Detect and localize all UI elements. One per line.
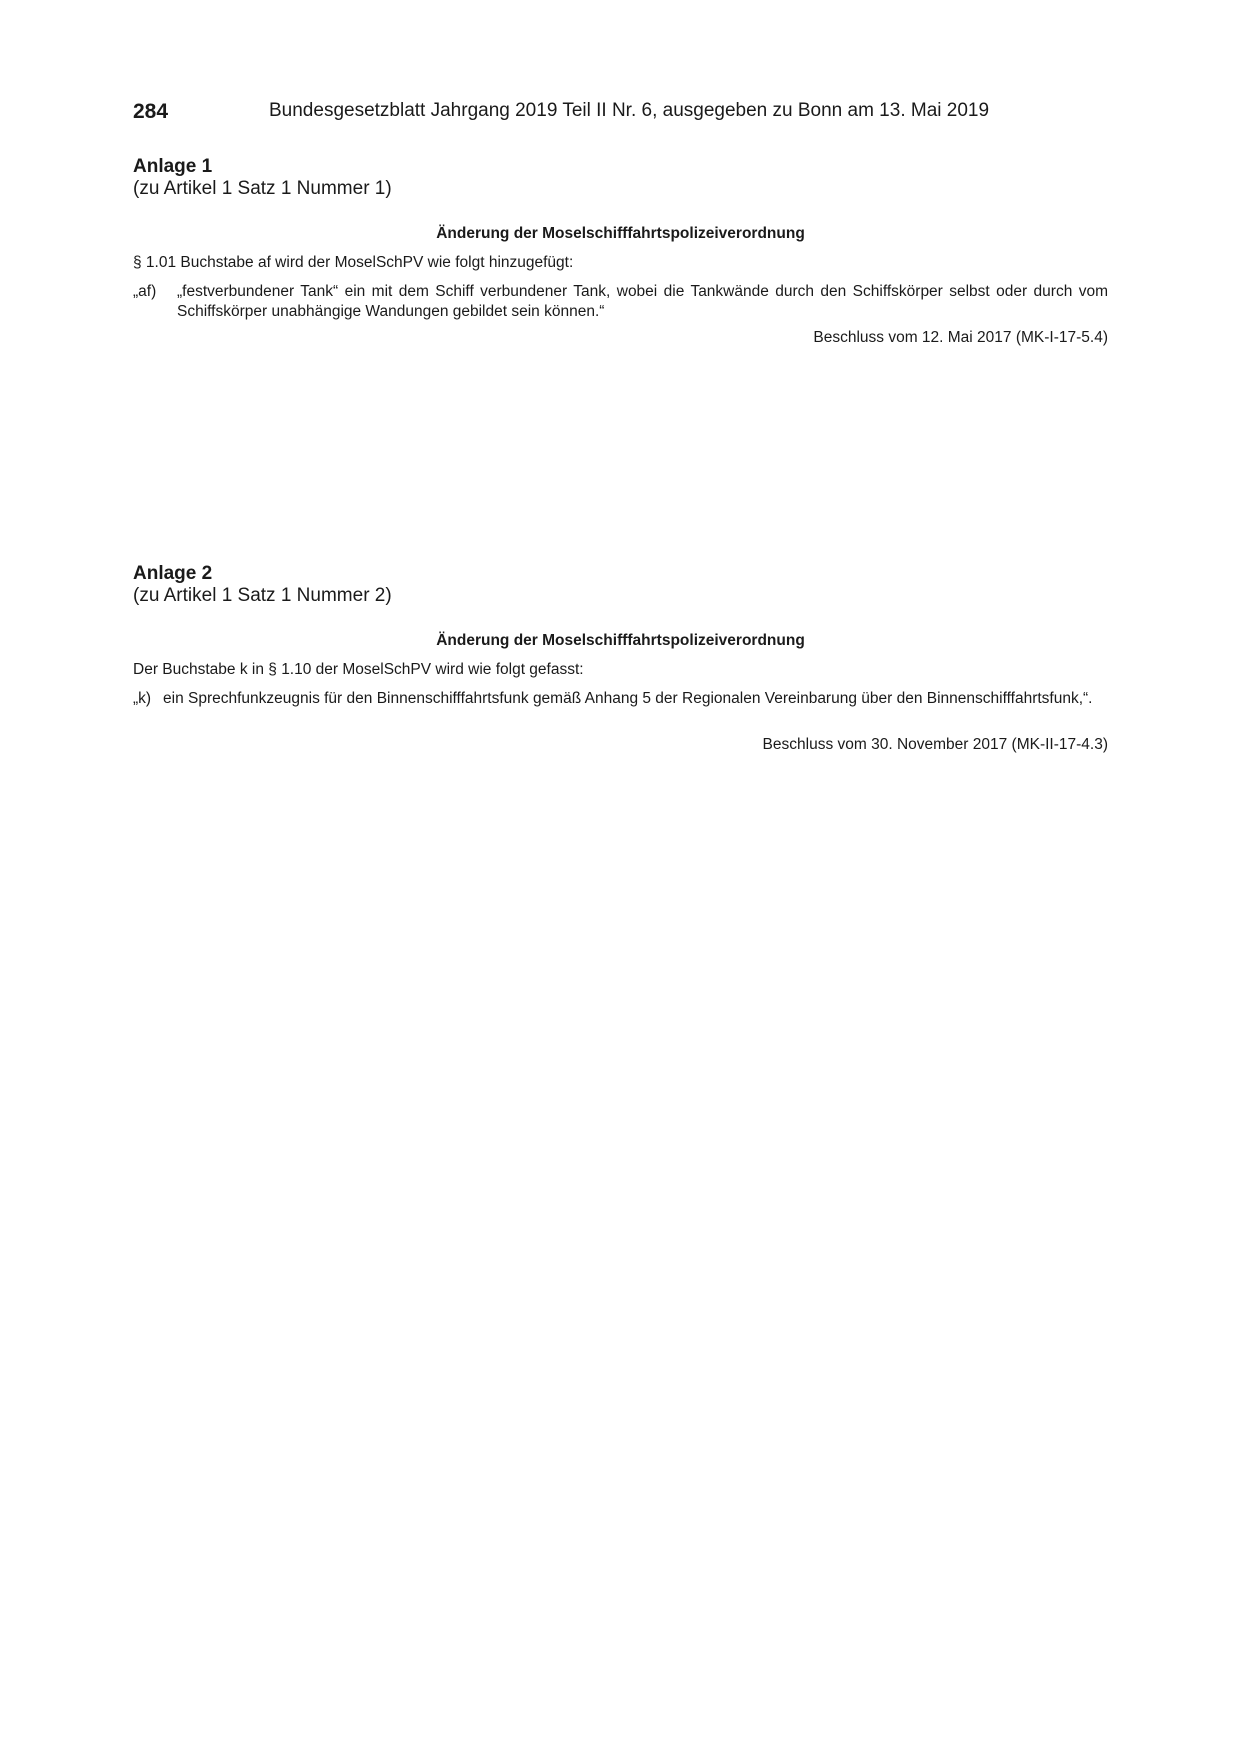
item-label: „k) (133, 690, 152, 707)
running-header (133, 100, 1108, 126)
annex-2 (133, 563, 1108, 753)
annex-reference: (zu Artikel 1 Satz 1 Nummer 1) (133, 178, 392, 199)
annex-1 (133, 156, 1108, 346)
annex-title: Änderung der Moselschifffahrtspolizeiverordnung (436, 632, 805, 649)
annex-heading: Anlage 2 (133, 563, 213, 584)
annex-heading: Anlage 1 (133, 156, 213, 177)
annex-reference: (zu Artikel 1 Satz 1 Nummer 2) (133, 585, 392, 606)
item-label: „af) (133, 283, 157, 300)
decision-reference: Beschluss vom 12. Mai 2017 (MK-I-17-5.4) (813, 329, 1108, 346)
item-text: ein Sprechfunkzeugnis für den Binnenschifffahrtsfunk gemäß Anhang 5 der Regionalen Vereinbarung über den Binnenschifffahrtsfunk,“. (163, 690, 1093, 707)
annex-title: Änderung der Moselschifffahrtspolizeiverordnung (436, 225, 805, 242)
page-number: 284 (133, 100, 169, 123)
gazette-title: Bundesgesetzblatt Jahrgang 2019 Teil II Nr. 6, ausgegeben zu Bonn am 13. Mai 2019 (269, 100, 990, 121)
annex-intro: § 1.01 Buchstabe af wird der MoselSchPV wie folgt hinzugefügt: (133, 254, 574, 271)
item-text: „festverbundener Tank“ ein mit dem Schiff verbundener Tank, wobei die Tankwände durch den Schiffskörper selbst oder durch vom Schiffskörper unabhängige Wandungen gebildet sein können.“ (177, 283, 1108, 320)
decision-reference: Beschluss vom 30. November 2017 (MK-II-17-4.3) (762, 736, 1108, 753)
annex-intro: Der Buchstabe k in § 1.10 der MoselSchPV wird wie folgt gefasst: (133, 661, 584, 678)
